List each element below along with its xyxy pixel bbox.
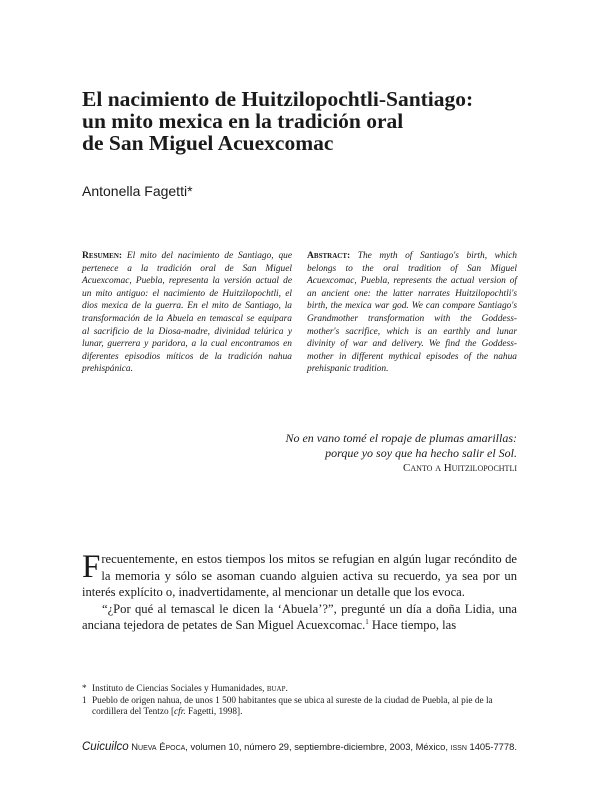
epigraph-source: Canto a Huitzilopochtli: [403, 462, 517, 474]
footnote-ref-1[interactable]: 1: [365, 617, 369, 626]
title-line-3: de San Miguel Acuexcomac: [82, 131, 334, 155]
body-text: [82, 551, 517, 634]
footnote-1-text-end: Fagetti, 1998].: [185, 707, 243, 717]
author-name: Antonella Fagetti*: [82, 183, 193, 199]
abstract-english-label: Abstract:: [307, 250, 351, 261]
footnote-mark-star: *: [82, 684, 87, 694]
title-line-1: El nacimiento de Huitzilopochtli-Santiago:: [82, 87, 474, 111]
paragraph-2-text: “¿Por qué al temascal le dicen la ‘Abuela’?”, pregunté un día a doña Lidia, una anciana tejedora de petates de San Miguel Acuexcomac.: [82, 601, 517, 632]
footnote-affiliation-abbr: buap.: [266, 684, 288, 694]
footnote-1-cfr: cfr.: [174, 707, 186, 717]
epigraph-line-1: No en vano tomé el ropaje de plumas amarillas:: [285, 431, 517, 445]
footnote-affiliation: [82, 684, 517, 696]
paragraph-2-continuation: Hace tiempo, las: [368, 618, 457, 632]
journal-footer: [82, 741, 522, 753]
abstract-spanish-label: Resumen:: [82, 250, 123, 261]
footnote-1: [82, 696, 517, 719]
paragraph-1: [82, 551, 517, 601]
issn-label: issn: [450, 741, 467, 752]
issn-number: 1405-7778.: [466, 741, 517, 752]
abstract-spanish: [82, 250, 292, 376]
journal-series: Nueva Época: [131, 741, 186, 752]
journal-name: Cuicuilco: [82, 741, 129, 753]
epigraph: [187, 431, 517, 476]
footnote-mark-1: 1: [82, 695, 87, 706]
footnote-1-text: Pueblo de origen nahua, de unos 1 500 habitantes que se ubica al sureste de la ciudad de Puebla, al pie de la cordillera del Tentzo [: [92, 695, 493, 717]
epigraph-line-2: porque yo soy que ha hecho salir el Sol.: [325, 446, 517, 460]
paragraph-1-text: recuentemente, en estos tiempos los mitos se refugian en algún lugar recóndito de la memoria y sólo se asoman cuando alguien activa su recuerdo, ya sea por un interés explícito o, inadvertidamente, al mencionar un detalle que los evoca.: [82, 552, 517, 599]
footnote-affiliation-text: Instituto de Ciencias Sociales y Humanidades,: [92, 684, 265, 694]
footnotes: [82, 684, 517, 719]
paragraph-2: [82, 601, 517, 634]
abstract-spanish-text: El mito del nacimiento de Santiago, que pertenece a la tradición oral de San Miguel Acuexcomac, Puebla, representa la versión actual de un mito antiguo: el nacimiento de Huitzilopochtli, el dios mexica de la guerra. En el mito de Santiago, la transformación de la Abuela en temascal se equipara al sacrificio de la Diosa-madre, divinidad telúrica y lunar, guerrera y paridora, a la cual encontramos en diferentes episodios míticos de la tradición nahua prehispánica.: [82, 251, 293, 375]
title-line-2: un mito mexica en la tradición oral: [82, 109, 404, 133]
drop-cap: F: [82, 549, 101, 585]
journal-citation: , volumen 10, número 29, septiembre-diciembre, 2003, México,: [185, 741, 448, 752]
abstract-english: [307, 250, 517, 376]
article-title: [82, 88, 542, 154]
abstract-english-text: The myth of Santiago's birth, which belongs to the oral tradition of San Miguel Acuexcomac, Puebla, represents the actual version of an ancient one: the latter narrates Huitzilopochtli's birth, the mexica war god. We can compare Santiago's Grandmother transformation with the Goddess-mother's sacrifice, which is an earthly and lunar divinity of war and delivery. We find the Goddess-mother in different mythical episodes of the nahua prehispanic tradition.: [307, 251, 517, 375]
